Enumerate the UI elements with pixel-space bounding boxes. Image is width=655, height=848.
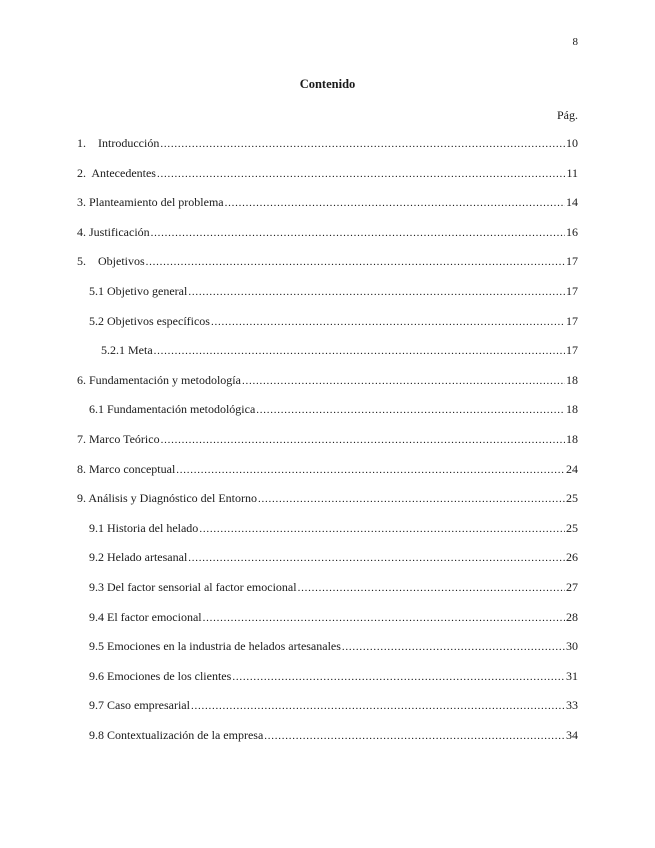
- toc-entry[interactable]: [77, 284, 578, 314]
- toc-entry-label: 4. Justificación: [77, 224, 150, 239]
- toc-entry-label: 8. Marco conceptual: [77, 461, 176, 476]
- dot-leader: [258, 491, 565, 506]
- toc-entry[interactable]: [77, 314, 578, 344]
- toc-entry[interactable]: [77, 432, 578, 462]
- dot-leader: [188, 550, 565, 565]
- toc-entry-label: 9.3 Del factor sensorial al factor emocional: [89, 579, 297, 594]
- toc-entry[interactable]: [77, 639, 578, 669]
- dot-leader: [188, 284, 565, 299]
- toc-entry[interactable]: [77, 610, 578, 640]
- dot-leader: [151, 225, 565, 240]
- toc-entry-page: 25: [566, 520, 578, 535]
- page-title: Contenido: [299, 77, 356, 91]
- toc-entry-page: 17: [566, 283, 578, 298]
- toc-entry-page: 17: [566, 254, 578, 269]
- toc-entry-label: 1. Introducción: [77, 136, 160, 150]
- toc-entry[interactable]: [77, 698, 578, 728]
- toc-entry[interactable]: [77, 254, 578, 284]
- toc-entry[interactable]: [77, 669, 578, 699]
- table-of-contents: [77, 136, 578, 757]
- toc-entry[interactable]: [77, 521, 578, 551]
- toc-entry-page: 10: [566, 136, 578, 150]
- toc-entry[interactable]: [77, 491, 578, 521]
- toc-entry-page: 11: [566, 165, 578, 180]
- dot-leader: [298, 580, 565, 595]
- toc-entry-page: 27: [566, 579, 578, 594]
- dot-leader: [191, 698, 565, 713]
- toc-entry-label: 9.2 Helado artesanal: [89, 550, 188, 565]
- toc-entry-page: 30: [566, 639, 578, 654]
- dot-leader: [154, 343, 565, 358]
- toc-entry-page: 33: [566, 698, 578, 713]
- toc-entry-label: 6. Fundamentación y metodología: [77, 372, 241, 387]
- toc-entry[interactable]: [77, 373, 578, 403]
- toc-entry-page: 17: [566, 343, 578, 358]
- dot-leader: [203, 610, 565, 625]
- toc-entry-label: 3. Planteamiento del problema: [77, 195, 224, 210]
- toc-entry[interactable]: [77, 136, 578, 166]
- dot-leader: [225, 195, 565, 210]
- toc-entry-label: 9.8 Contextualización de la empresa: [89, 727, 264, 742]
- dot-leader: [264, 728, 565, 743]
- toc-entry-page: 24: [566, 461, 578, 476]
- dot-leader: [199, 521, 565, 536]
- toc-entry-page: 26: [566, 550, 578, 565]
- toc-entry-label: 9.5 Emociones en la industria de helados artesanales: [89, 639, 341, 654]
- page-column-header: Pág.: [557, 108, 578, 122]
- toc-entry-page: 28: [566, 609, 578, 624]
- dot-leader: [342, 639, 565, 654]
- toc-entry[interactable]: [77, 195, 578, 225]
- toc-entry[interactable]: [77, 402, 578, 432]
- toc-entry[interactable]: [77, 225, 578, 255]
- toc-entry[interactable]: [77, 343, 578, 373]
- toc-entry-page: 16: [566, 224, 578, 239]
- toc-entry-label: 9. Análisis y Diagnóstico del Entorno: [77, 491, 257, 506]
- toc-entry-page: 18: [566, 372, 578, 387]
- toc-entry[interactable]: [77, 462, 578, 492]
- dot-leader: [211, 314, 565, 329]
- toc-entry-label: 9.1 Historia del helado: [89, 520, 199, 535]
- dot-leader: [232, 669, 565, 684]
- toc-entry-label: 5.1 Objetivo general: [89, 283, 188, 298]
- dot-leader: [157, 166, 565, 181]
- toc-entry-label: 9.4 El factor emocional: [89, 609, 202, 624]
- toc-entry-label: 5.2.1 Meta: [101, 343, 153, 358]
- toc-entry-page: 34: [566, 727, 578, 742]
- dot-leader: [146, 254, 565, 269]
- toc-entry[interactable]: [77, 166, 578, 196]
- toc-entry-label: 5. Objetivos: [77, 254, 145, 269]
- toc-entry[interactable]: [77, 580, 578, 610]
- toc-entry-page: 18: [566, 431, 578, 446]
- toc-entry-label: 5.2 Objetivos específicos: [89, 313, 210, 328]
- toc-entry-page: 17: [566, 313, 578, 328]
- toc-entry[interactable]: [77, 728, 578, 758]
- dot-leader: [161, 432, 565, 447]
- page-number: 8: [572, 36, 578, 48]
- toc-entry-page: 31: [566, 668, 578, 683]
- toc-entry-label: 9.7 Caso empresarial: [89, 698, 190, 713]
- toc-entry-page: 18: [566, 402, 578, 417]
- toc-entry-page: 14: [566, 195, 578, 210]
- dot-leader: [160, 136, 565, 151]
- toc-entry-page: 25: [566, 491, 578, 506]
- dot-leader: [176, 462, 565, 477]
- toc-entry-label: 7. Marco Teórico: [77, 431, 160, 446]
- toc-entry-label: 6.1 Fundamentación metodológica: [89, 402, 256, 417]
- toc-entry-label: 2. Antecedentes: [77, 165, 156, 180]
- dot-leader: [242, 373, 565, 388]
- dot-leader: [256, 402, 565, 417]
- toc-entry-label: 9.6 Emociones de los clientes: [89, 668, 232, 683]
- toc-entry[interactable]: [77, 550, 578, 580]
